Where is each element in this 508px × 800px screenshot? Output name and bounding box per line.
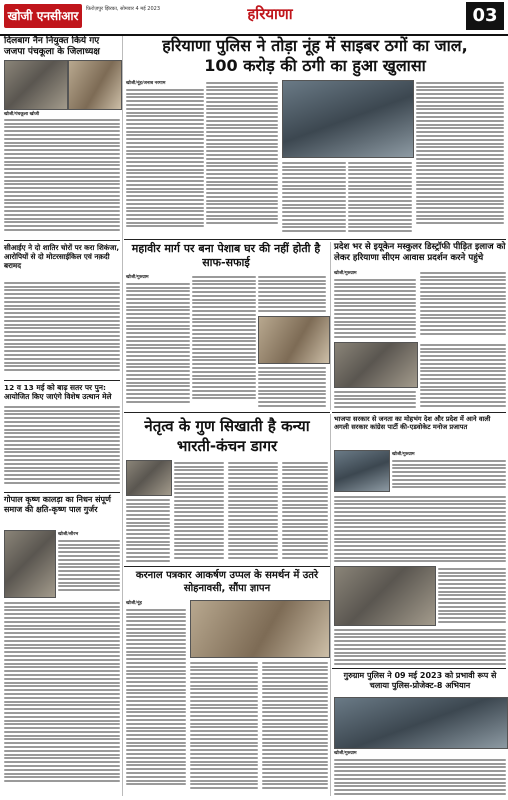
- section-title: हरियाणा: [247, 5, 293, 23]
- mahavir-col2: [192, 274, 256, 409]
- newspaper-logo: खोजी एनसीआर: [4, 4, 82, 28]
- gurugram-byline: खोजी/गुरुग्राम: [334, 751, 357, 756]
- karnal-photo: [190, 600, 330, 658]
- pradesh-col3: [420, 342, 506, 410]
- pradesh-headline: प्रदेश भर से इयूकेन मस्कुलर डिस्ट्रॉफी पीड़ित इलाज को लेकर हरियाणा सीएम आवास प्रदर्शन करने पहुंचे: [334, 242, 506, 263]
- neta-photo: [126, 460, 172, 496]
- main-story-col5: [416, 80, 504, 237]
- sarak-byline: खोजी/गुरुग्राम: [392, 452, 415, 457]
- left-bottom-body-2: [4, 600, 120, 796]
- main-story-col1: [126, 87, 204, 237]
- main-story-col4: [348, 160, 412, 237]
- karnal-headline: करनाल पत्रकार आकर्षण उप्पल के समर्थन में उतरे सोहनावसी, सौंपा ज्ञापन: [135, 570, 319, 594]
- left-bottom-photo: [4, 530, 56, 598]
- neta-col2: [174, 460, 224, 563]
- main-headline-line2: 100 करोड़ की ठगी का हुआ खुलासा: [204, 56, 426, 75]
- sarak-body-2: [334, 494, 506, 564]
- left-top-headline: दिलबाग नैन नियुक्त किये गए जजपा पंचकूला के जिलाध्यक्ष: [4, 36, 100, 57]
- karnal-col1: [126, 607, 186, 796]
- mahavir-byline: खोजी/गुरुग्राम: [126, 275, 149, 280]
- main-headline: [124, 36, 506, 76]
- mahavir-col3b: [258, 365, 326, 409]
- left-bottom-body-1: [58, 538, 120, 596]
- sarak-body: [392, 458, 506, 490]
- divider: [124, 412, 330, 413]
- gurugram-headline: गुरुग्राम पुलिस ने 09 मई 2023 को प्रभावी रूप से चलाया पुलिस-प्रोजेक्ट-8 अभियान: [343, 671, 497, 690]
- divider: [124, 566, 330, 567]
- column-divider: [330, 414, 331, 796]
- left-top-byline: खोजी/पंचकूला खोजी: [4, 112, 39, 117]
- pradesh-col1: [334, 277, 416, 339]
- left-mid-headline: सीआईए ने दो शातिर चोरों पर करा शिकंजा, आरोपियों से दो मोटरसाईकिल एवं नक़दी बरामद: [4, 243, 120, 270]
- divider: [332, 412, 506, 413]
- left-bottom-byline: खोजी/सौरभ: [58, 532, 79, 537]
- main-story-col2: [206, 80, 278, 237]
- sarak-headline: भाजपा सरकार से जनता का मोहभंग देश और प्रदेश में आने वाली अगली सरकार कांग्रेस पार्टी की-एडवोकेट मनोज प्रजापत: [334, 415, 491, 432]
- main-story-byline: खोजी/नूंह/जनाब नरगाम: [126, 81, 166, 86]
- gurugram-body: [334, 757, 506, 796]
- karnal-byline: खोजी/नूंह: [126, 601, 142, 606]
- mahavir-photo: [258, 316, 330, 364]
- karnal-col2: [190, 660, 258, 796]
- mahavir-col3: [258, 274, 326, 314]
- karnal-col3: [262, 660, 328, 796]
- divider: [4, 240, 120, 241]
- divider: [124, 239, 506, 240]
- mahavir-col1: [126, 281, 190, 409]
- divider: [4, 380, 120, 381]
- right-mid-body: [438, 566, 506, 624]
- left-lower-headline: 12 व 13 मई को बाढ़ सतर पर पुन: आयोजित किए जाएंगे विशेष उत्थान मेले: [4, 383, 112, 401]
- pradesh-col2: [420, 270, 506, 339]
- neta-col1: [126, 497, 170, 563]
- pradesh-byline: खोजी/गुरुग्राम: [334, 271, 357, 276]
- pradesh-photo: [334, 342, 418, 388]
- left-bottom-headline: गोपाल कृष्ण कालड़ा का निधन संपूर्ण समाज की क्षति-कृष्ण पाल गुर्जर: [4, 495, 111, 514]
- right-mid-photo: [334, 566, 436, 626]
- left-lower-body: [4, 404, 120, 490]
- left-top-photo-2: [68, 60, 122, 110]
- sarak-photo: [334, 450, 390, 492]
- divider: [332, 668, 506, 669]
- mahavir-headline: महावीर मार्ग पर बना पेशाब घर की नहीं होती है साफ-सफाई: [131, 242, 321, 269]
- masthead: [0, 0, 508, 36]
- neta-headline: नेतृत्व के गुण सिखाती है कन्या भारती-कंचन डागर: [144, 417, 310, 455]
- divider: [4, 492, 120, 493]
- left-top-body: [4, 117, 120, 237]
- page-number: 03: [466, 2, 504, 30]
- column-divider: [330, 242, 331, 410]
- neta-col3: [228, 460, 278, 563]
- main-story-photo: [282, 80, 414, 158]
- gurugram-photo: [334, 697, 508, 749]
- main-story-col3: [282, 160, 346, 237]
- left-mid-body: [4, 280, 120, 378]
- dateline: फ़िरोज़पुर झिरका, सोमवार 4 मई 2023: [86, 6, 161, 12]
- right-mid-body-2: [334, 627, 506, 665]
- main-headline-line1: हरियाणा पुलिस ने तोड़ा नूंह में साइबर ठगों का जाल,: [162, 36, 468, 55]
- left-top-photo: [4, 60, 68, 110]
- neta-col4: [282, 460, 328, 563]
- column-divider: [122, 36, 123, 796]
- pradesh-col4: [334, 389, 416, 410]
